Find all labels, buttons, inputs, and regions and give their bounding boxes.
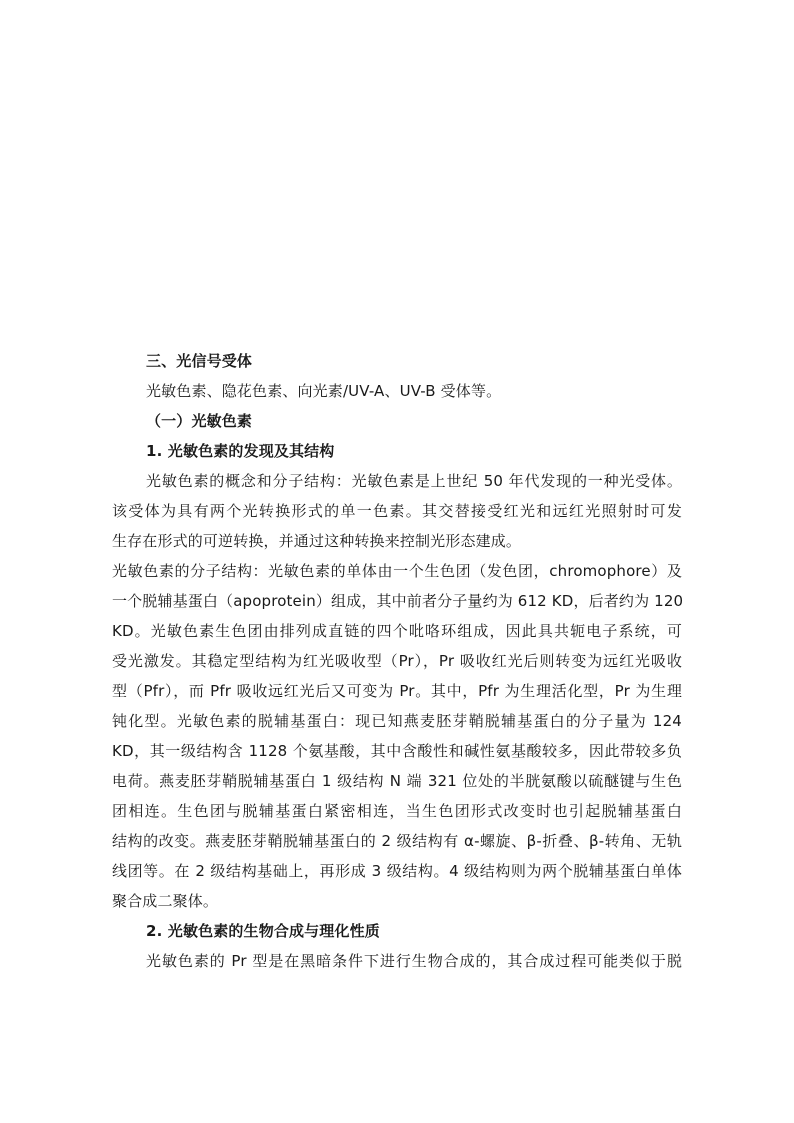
subsection-heading: （一）光敏色素 <box>146 412 253 430</box>
paragraph-line: 结构的改变。燕麦胚芽鞘脱辅基蛋白的 2 级结构有 α-螺旋、β-折叠、β-转角、无轨 <box>112 832 682 850</box>
paragraph-line: 团相连。生色团与脱辅基蛋白紧密相连，当生色团形式改变时也引起脱辅基蛋白 <box>112 802 682 820</box>
paragraph-line: 光敏色素的概念和分子结构：光敏色素是上世纪 50 年代发现的一种光受体。 <box>146 472 682 490</box>
paragraph-3 <box>112 946 682 976</box>
subheading-1: 1. 光敏色素的发现及其结构 <box>146 442 335 460</box>
paragraph-line: 电荷。燕麦胚芽鞘脱辅基蛋白 1 级结构 N 端 321 位处的半胱氨酸以硫醚键与生色 <box>112 772 682 790</box>
paragraph-line: 生存在形式的可逆转换，并通过这种转换来控制光形态建成。 <box>112 532 522 550</box>
paragraph-line: 聚合成二聚体。 <box>112 892 219 910</box>
subheading-2: 2. 光敏色素的生物合成与理化性质 <box>146 922 380 940</box>
intro-line: 光敏色素、隐花色素、向光素/UV-A、UV-B 受体等。 <box>146 382 502 400</box>
paragraph-line: 该受体为具有两个光转换形式的单一色素。其交替接受红光和远红光照射时可发 <box>112 502 682 520</box>
section-heading: 三、光信号受体 <box>146 352 253 370</box>
paragraph-line: 型（Pfr），而 Pfr 吸收远红光后又可变为 Pr。其中，Pfr 为生理活化型，Pr 为生理 <box>112 682 682 700</box>
paragraph-line: 一个脱辅基蛋白（apoprotein）组成，其中前者分子量约为 612 KD，后者约为 120 <box>112 592 684 610</box>
paragraph-line: 钝化型。光敏色素的脱辅基蛋白：现已知燕麦胚芽鞘脱辅基蛋白的分子量为 124 <box>112 712 682 730</box>
document-body <box>112 346 682 976</box>
paragraph-line: 光敏色素的 Pr 型是在黑暗条件下进行生物合成的，其合成过程可能类似于脱 <box>146 952 682 970</box>
paragraph-line: 线团等。在 2 级结构基础上，再形成 3 级结构。4 级结构则为两个脱辅基蛋白单体 <box>112 862 682 880</box>
paragraph-line: 受光激发。其稳定型结构为红光吸收型（Pr），Pr 吸收红光后则转变为远红光吸收 <box>112 652 682 670</box>
paragraph-2 <box>112 556 682 916</box>
paragraph-line: KD。光敏色素生色团由排列成直链的四个吡咯环组成，因此具共轭电子系统，可 <box>112 622 682 640</box>
paragraph-1 <box>112 466 682 556</box>
paragraph-line: 光敏色素的分子结构：光敏色素的单体由一个生色团（发色团，chromophore）及 <box>112 562 682 580</box>
paragraph-line: KD，其一级结构含 1128 个氨基酸，其中含酸性和碱性氨基酸较多，因此带较多负 <box>112 742 682 760</box>
